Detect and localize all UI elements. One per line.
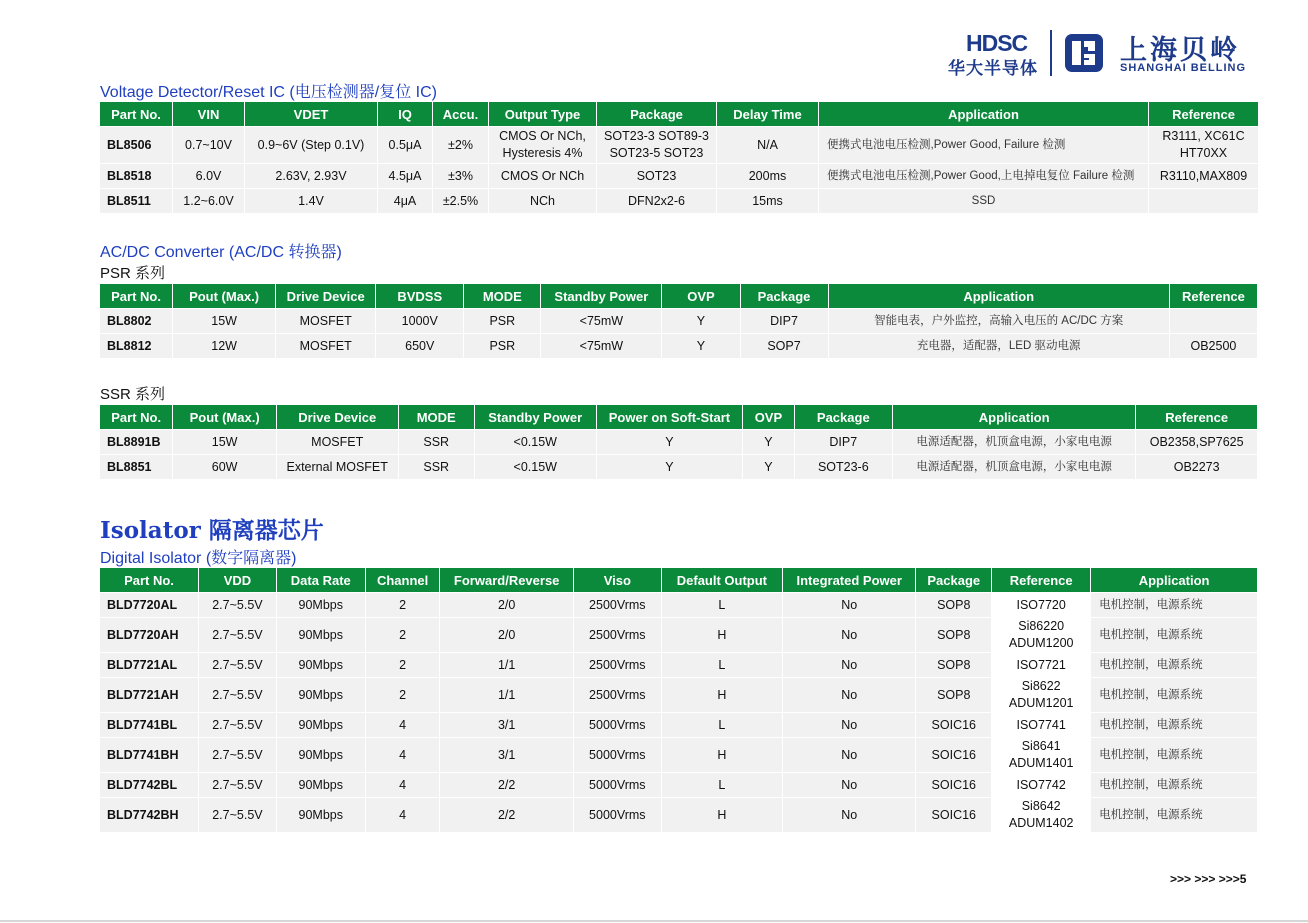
table-cell: 650V (376, 333, 463, 358)
table-cell: 2 (366, 652, 440, 677)
table-cell: ISO7720 (992, 592, 1090, 617)
belling-logo-cn: 上海贝岭 (1120, 35, 1240, 65)
column-header: Forward/Reverse (440, 568, 572, 592)
table-cell: 5000Vrms (574, 772, 661, 797)
column-header: Package (597, 102, 716, 126)
table-cell: Si8622 ADUM1201 (992, 677, 1090, 712)
table-cell: 2 (366, 592, 440, 617)
table-cell: 5000Vrms (574, 797, 661, 832)
table-cell: 1000V (376, 308, 463, 333)
table-cell: H (662, 677, 782, 712)
table-cell: 电源适配器，机顶盒电源，小家电电源 (893, 454, 1135, 479)
column-header: Part No. (100, 568, 198, 592)
table-cell: <0.15W (475, 429, 596, 454)
table-cell: H (662, 737, 782, 772)
table-cell: 4μA (378, 188, 432, 213)
hdsc-logo-cn: 华大半导体 (948, 59, 1038, 78)
column-header: Application (829, 284, 1169, 308)
table-cell: BLD7720AL (100, 592, 198, 617)
table-cell: 电机控制，电源系统 (1091, 592, 1257, 617)
company-logo (948, 30, 1258, 78)
table-cell: 电机控制，电源系统 (1091, 737, 1257, 772)
column-header: Package (916, 568, 991, 592)
table-cell: 2500Vrms (574, 677, 661, 712)
column-header: Default Output (662, 568, 782, 592)
acdc-title: AC/DC Converter (AC/DC 转换器) (100, 244, 342, 261)
psr-table (99, 284, 1258, 358)
column-header: VIN (173, 102, 244, 126)
column-header: Part No. (100, 405, 172, 429)
column-header: Application (1091, 568, 1257, 592)
table-cell: ±3% (433, 163, 488, 188)
table-cell: PSR (464, 308, 540, 333)
table-cell: MOSFET (276, 308, 375, 333)
table-cell: PSR (464, 333, 540, 358)
column-header: IQ (378, 102, 432, 126)
table-cell: BL8506 (100, 126, 172, 163)
column-header: Reference (1136, 405, 1257, 429)
table-row (100, 333, 1257, 358)
table-cell: BLD7741BH (100, 737, 198, 772)
table-cell: 充电器，适配器，LED 驱动电源 (829, 333, 1169, 358)
column-header: Reference (992, 568, 1090, 592)
voltage-detector-table (99, 102, 1259, 213)
table-row (100, 163, 1258, 188)
table-cell: BL8518 (100, 163, 172, 188)
table-cell: Si8642 ADUM1402 (992, 797, 1090, 832)
table-cell: SOP8 (916, 592, 991, 617)
table-cell: BLD7720AH (100, 617, 198, 652)
table-cell: CMOS Or NCh (489, 163, 596, 188)
table-row (100, 454, 1257, 479)
column-header: Standby Power (475, 405, 596, 429)
column-header: OVP (743, 405, 793, 429)
table-cell: BL8851 (100, 454, 172, 479)
table-cell: BLD7742BH (100, 797, 198, 832)
column-header: Pout (Max.) (173, 284, 275, 308)
belling-logo-icon (1064, 33, 1104, 73)
table-cell: BL8511 (100, 188, 172, 213)
column-header: Application (819, 102, 1148, 126)
table-cell: 6.0V (173, 163, 244, 188)
table-cell: DFN2x2-6 (597, 188, 716, 213)
table-row (100, 592, 1257, 617)
page-bottom-divider (0, 920, 1308, 922)
column-header: VDET (245, 102, 377, 126)
column-header: Part No. (100, 102, 172, 126)
table-cell: No (783, 797, 915, 832)
table-cell: 15W (173, 429, 276, 454)
table-cell: L (662, 652, 782, 677)
table-cell: 60W (173, 454, 276, 479)
table-cell: SOIC16 (916, 772, 991, 797)
table-cell: 2 (366, 617, 440, 652)
table-cell: SOP8 (916, 617, 991, 652)
table-cell: DIP7 (795, 429, 893, 454)
table-cell: 便携式电池电压检测,Power Good, Failure 检测 (819, 126, 1148, 163)
table-cell: No (783, 652, 915, 677)
table-header-row (100, 568, 1257, 592)
table-cell: OB2273 (1136, 454, 1257, 479)
table-row (100, 677, 1257, 712)
column-header: Drive Device (276, 284, 375, 308)
table-cell: 15W (173, 308, 275, 333)
logo-divider (1050, 30, 1052, 76)
column-header: Delay Time (717, 102, 818, 126)
table-cell: SOT23-6 (795, 454, 893, 479)
table-cell: OB2500 (1170, 333, 1257, 358)
column-header: Standby Power (541, 284, 661, 308)
table-cell: SSR (399, 429, 474, 454)
column-header: OVP (662, 284, 739, 308)
table-cell: 90Mbps (277, 652, 365, 677)
table-cell: <0.15W (475, 454, 596, 479)
table-cell: R3110,MAX809 (1149, 163, 1258, 188)
column-header: VDD (199, 568, 276, 592)
table-cell: L (662, 712, 782, 737)
column-header: Reference (1170, 284, 1257, 308)
table-cell: SOP7 (741, 333, 828, 358)
column-header: MODE (464, 284, 540, 308)
table-header-row (100, 102, 1258, 126)
voltage-detector-title: Voltage Detector/Reset IC (电压检测器/复位 IC) (100, 84, 437, 101)
table-row (100, 126, 1258, 163)
table-cell: 90Mbps (277, 712, 365, 737)
table-cell: No (783, 772, 915, 797)
table-cell: Si86220 ADUM1200 (992, 617, 1090, 652)
table-cell: 4 (366, 797, 440, 832)
table-cell: No (783, 737, 915, 772)
ssr-subtitle: SSR 系列 (100, 386, 166, 403)
table-cell: 2.7~5.5V (199, 797, 276, 832)
table-cell: Y (662, 308, 739, 333)
table-cell: SOT23-3 SOT89-3 SOT23-5 SOT23 (597, 126, 716, 163)
table-cell: Y (597, 454, 743, 479)
table-cell: 5000Vrms (574, 712, 661, 737)
table-row (100, 617, 1257, 652)
column-header: Viso (574, 568, 661, 592)
table-cell: BL8802 (100, 308, 172, 333)
table-header-row (100, 284, 1257, 308)
table-cell: 2.7~5.5V (199, 677, 276, 712)
table-cell: BLD7721AH (100, 677, 198, 712)
table-cell: SOT23 (597, 163, 716, 188)
table-cell: 2.7~5.5V (199, 652, 276, 677)
table-cell: 电机控制，电源系统 (1091, 652, 1257, 677)
table-cell: 1/1 (440, 677, 572, 712)
table-cell: 2/2 (440, 772, 572, 797)
table-cell: 便携式电池电压检测,Power Good,上电掉电复位 Failure 检测 (819, 163, 1148, 188)
isolator-title: Isolator 隔离器芯片 (100, 517, 324, 544)
table-cell: <75mW (541, 333, 661, 358)
table-cell: SOP8 (916, 652, 991, 677)
table-cell (1170, 308, 1257, 333)
table-cell: 90Mbps (277, 772, 365, 797)
psr-subtitle: PSR 系列 (100, 265, 166, 282)
table-row (100, 308, 1257, 333)
table-cell: ISO7742 (992, 772, 1090, 797)
table-row (100, 797, 1257, 832)
table-row (100, 737, 1257, 772)
table-cell: 2.7~5.5V (199, 737, 276, 772)
table-cell: 3/1 (440, 737, 572, 772)
column-header: BVDSS (376, 284, 463, 308)
table-cell: MOSFET (276, 333, 375, 358)
table-cell: 15ms (717, 188, 818, 213)
table-cell: 2/0 (440, 617, 572, 652)
table-cell: ISO7721 (992, 652, 1090, 677)
column-header: Pout (Max.) (173, 405, 276, 429)
table-cell: BL8812 (100, 333, 172, 358)
table-cell: 0.5μA (378, 126, 432, 163)
column-header: Drive Device (277, 405, 398, 429)
column-header: Reference (1149, 102, 1258, 126)
table-cell: 2500Vrms (574, 592, 661, 617)
table-cell: 电机控制，电源系统 (1091, 772, 1257, 797)
table-cell: SOIC16 (916, 712, 991, 737)
table-cell: 1/1 (440, 652, 572, 677)
table-row (100, 652, 1257, 677)
column-header: Accu. (433, 102, 488, 126)
column-header: Package (741, 284, 828, 308)
column-header: Channel (366, 568, 440, 592)
table-cell: 4 (366, 772, 440, 797)
column-header: Integrated Power (783, 568, 915, 592)
table-cell: 电机控制，电源系统 (1091, 712, 1257, 737)
table-cell: 电源适配器，机顶盒电源，小家电电源 (893, 429, 1135, 454)
table-cell: 电机控制，电源系统 (1091, 617, 1257, 652)
table-cell: H (662, 617, 782, 652)
table-cell: 智能电表，户外监控，高输入电压的 AC/DC 方案 (829, 308, 1169, 333)
table-cell: 2.7~5.5V (199, 712, 276, 737)
table-cell: 2.7~5.5V (199, 617, 276, 652)
table-cell: H (662, 797, 782, 832)
table-row (100, 429, 1257, 454)
table-cell: SOIC16 (916, 737, 991, 772)
table-cell: 4 (366, 712, 440, 737)
table-cell: OB2358,SP7625 (1136, 429, 1257, 454)
table-cell: External MOSFET (277, 454, 398, 479)
column-header: Part No. (100, 284, 172, 308)
table-cell: DIP7 (741, 308, 828, 333)
table-cell: Y (743, 454, 793, 479)
table-cell: 90Mbps (277, 677, 365, 712)
table-cell: 200ms (717, 163, 818, 188)
table-cell: BL8891B (100, 429, 172, 454)
ssr-table (99, 405, 1258, 479)
table-cell: <75mW (541, 308, 661, 333)
table-cell: 90Mbps (277, 737, 365, 772)
table-cell: No (783, 617, 915, 652)
table-cell: 2 (366, 677, 440, 712)
table-cell: BLD7741BL (100, 712, 198, 737)
table-cell: No (783, 712, 915, 737)
table-cell: 1.4V (245, 188, 377, 213)
table-cell: L (662, 772, 782, 797)
table-cell: 2.7~5.5V (199, 592, 276, 617)
table-cell: Y (662, 333, 739, 358)
table-cell: L (662, 592, 782, 617)
table-cell: No (783, 677, 915, 712)
table-cell: 90Mbps (277, 617, 365, 652)
digital-isolator-table (99, 568, 1258, 832)
table-cell: Y (743, 429, 793, 454)
table-cell: ±2% (433, 126, 488, 163)
table-cell: MOSFET (277, 429, 398, 454)
column-header: Data Rate (277, 568, 365, 592)
table-cell: SSD (819, 188, 1148, 213)
table-cell: 5000Vrms (574, 737, 661, 772)
table-row (100, 772, 1257, 797)
table-cell: ISO7741 (992, 712, 1090, 737)
table-cell: 电机控制，电源系统 (1091, 797, 1257, 832)
column-header: Package (795, 405, 893, 429)
hdsc-logo-text: HDSC (966, 30, 1028, 56)
table-cell: N/A (717, 126, 818, 163)
table-cell: 0.7~10V (173, 126, 244, 163)
table-cell: 2/2 (440, 797, 572, 832)
table-cell: 12W (173, 333, 275, 358)
table-cell: BLD7721AL (100, 652, 198, 677)
column-header: Power on Soft-Start (597, 405, 743, 429)
table-cell: ±2.5% (433, 188, 488, 213)
table-cell: 2500Vrms (574, 617, 661, 652)
table-cell: 4 (366, 737, 440, 772)
table-row (100, 712, 1257, 737)
table-cell: Y (597, 429, 743, 454)
table-cell: SSR (399, 454, 474, 479)
column-header: MODE (399, 405, 474, 429)
table-cell: SOP8 (916, 677, 991, 712)
table-cell: 1.2~6.0V (173, 188, 244, 213)
table-cell (1149, 188, 1258, 213)
table-cell: 电机控制，电源系统 (1091, 677, 1257, 712)
column-header: Output Type (489, 102, 596, 126)
table-header-row (100, 405, 1257, 429)
column-header: Application (893, 405, 1135, 429)
table-cell: 2.63V, 2.93V (245, 163, 377, 188)
page-number: >>> >>> >>>5 (1170, 872, 1247, 886)
table-cell: 2.7~5.5V (199, 772, 276, 797)
table-cell: NCh (489, 188, 596, 213)
table-row (100, 188, 1258, 213)
table-cell: R3111, XC61C HT70XX (1149, 126, 1258, 163)
digital-isolator-subtitle: Digital Isolator (数字隔离器) (100, 550, 297, 567)
table-cell: SOIC16 (916, 797, 991, 832)
table-cell: 0.9~6V (Step 0.1V) (245, 126, 377, 163)
table-cell: 4.5μA (378, 163, 432, 188)
table-cell: No (783, 592, 915, 617)
table-cell: 3/1 (440, 712, 572, 737)
table-cell: 90Mbps (277, 797, 365, 832)
table-cell: 90Mbps (277, 592, 365, 617)
table-cell: BLD7742BL (100, 772, 198, 797)
table-cell: Si8641 ADUM1401 (992, 737, 1090, 772)
belling-logo-en: SHANGHAI BELLING (1120, 62, 1246, 74)
table-cell: 2/0 (440, 592, 572, 617)
table-cell: 2500Vrms (574, 652, 661, 677)
table-cell: CMOS Or NCh, Hysteresis 4% (489, 126, 596, 163)
